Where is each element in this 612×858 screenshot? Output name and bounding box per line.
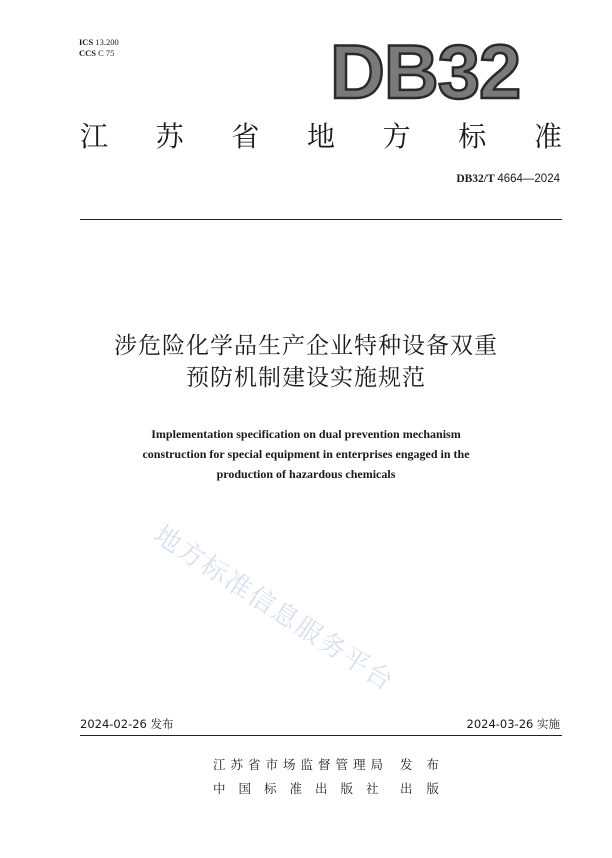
db32-logo: DB32 <box>330 30 521 115</box>
standard-type-char: 方 <box>382 120 411 153</box>
document-title-en <box>40 424 572 484</box>
implement-date: 2024-03-26 实施 <box>466 717 560 731</box>
ics-label: ICS <box>79 37 94 47</box>
standard-type-title <box>80 120 562 154</box>
title-en-line: Implementation specification on dual prevention mechanism <box>151 427 461 441</box>
issue-date: 2024-02-26 发布 <box>80 717 174 731</box>
ccs-code <box>79 48 119 59</box>
title-en-line: production of hazardous chemicals <box>216 467 396 481</box>
issuer-role: 发布 <box>400 757 454 772</box>
title-cn-line: 涉危险化学品生产企业特种设备双重 <box>114 333 498 359</box>
standard-type-char: 省 <box>231 120 260 153</box>
standard-number-value: 4664—2024 <box>497 173 560 185</box>
press-role: 出版 <box>400 781 454 796</box>
document-title-cn <box>40 330 572 394</box>
press-name: 中国标准出版社 <box>213 781 392 796</box>
title-en-line: construction for special equipment in enterprises engaged in the <box>142 447 470 461</box>
ccs-label: CCS <box>79 48 97 58</box>
title-cn-line: 预防机制建设实施规范 <box>186 365 426 391</box>
classification-codes <box>79 37 119 59</box>
ics-value: 13.200 <box>95 37 119 47</box>
issuer-name: 江苏省市场监督管理局 <box>213 757 389 772</box>
standard-type-char: 苏 <box>155 120 184 153</box>
standard-number-prefix: DB32/T <box>456 173 495 185</box>
ccs-value: C 75 <box>98 48 115 58</box>
header-divider <box>80 219 562 220</box>
footer-divider <box>80 735 562 736</box>
standard-type-char: 地 <box>306 120 335 153</box>
standard-type-char: 准 <box>533 120 562 153</box>
standard-number <box>456 173 560 185</box>
standard-type-char: 标 <box>458 120 487 153</box>
watermark: 地方标准信息服务平台 <box>148 520 400 698</box>
ics-code <box>79 37 119 48</box>
standard-type-char: 江 <box>80 120 109 153</box>
